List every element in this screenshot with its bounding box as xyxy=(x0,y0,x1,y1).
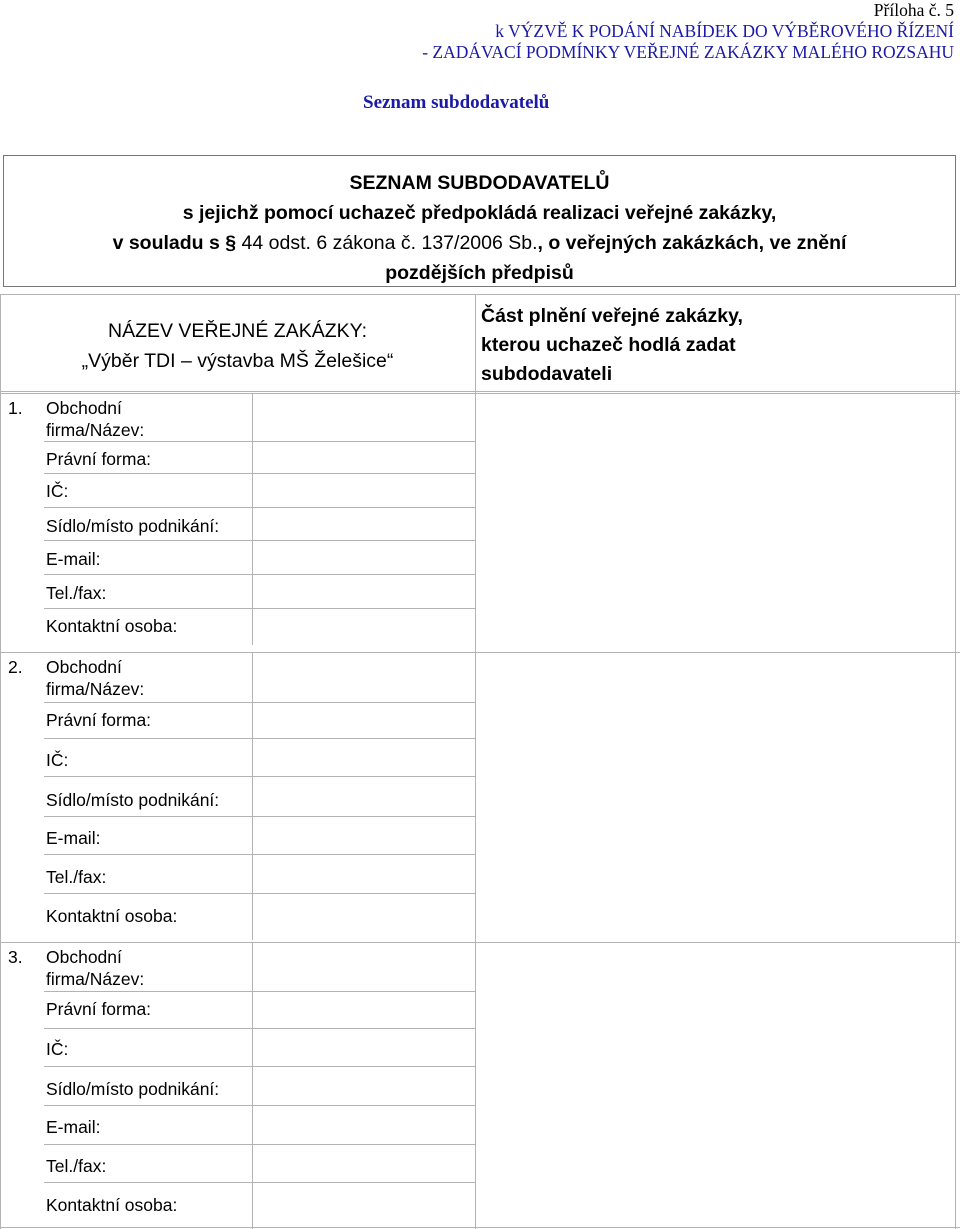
part-of-contract-value[interactable] xyxy=(476,652,954,940)
label-contact: Kontaktní osoba: xyxy=(46,1195,178,1215)
label-ic: IČ: xyxy=(46,750,69,770)
subcontractor-number: 2. xyxy=(8,657,23,677)
title-suffix: , o veřejných zakázkách, ve znění xyxy=(537,232,847,254)
email-value[interactable] xyxy=(253,1106,474,1144)
firm-name-value[interactable] xyxy=(253,393,474,441)
label-email: E-mail: xyxy=(46,1117,101,1137)
part-column-line-2: kterou uchazeč hodlá zadat xyxy=(481,334,736,356)
label-ic: IČ: xyxy=(46,481,69,501)
email-value[interactable] xyxy=(253,817,474,854)
email-value[interactable] xyxy=(253,541,474,574)
title-box-line-4: pozdějších předpisů xyxy=(385,262,574,284)
seat-value[interactable] xyxy=(253,508,474,540)
label-email: E-mail: xyxy=(46,549,101,569)
contract-label: NÁZEV VEŘEJNÉ ZAKÁZKY: xyxy=(108,320,367,342)
firm-name-value[interactable] xyxy=(253,942,474,991)
label-firm-name-cont: firma/Název: xyxy=(46,420,145,440)
ic-value[interactable] xyxy=(253,474,474,507)
table-header-bottom-border xyxy=(0,391,960,392)
contract-name-cell xyxy=(0,316,475,376)
label-legal-form: Právní forma: xyxy=(46,710,152,730)
label-firm-name-cont: firma/Název: xyxy=(46,679,145,699)
label-firm-name: Obchodní xyxy=(46,947,122,967)
part-column-header xyxy=(481,302,743,389)
contact-value[interactable] xyxy=(253,609,474,644)
contract-name: „Výběr TDI – výstavba MŠ Želešice“ xyxy=(81,350,394,372)
header-line-1: k VÝZVĚ K PODÁNÍ NABÍDEK DO VÝBĚROVÉHO ŘÍZENÍ xyxy=(495,21,954,41)
label-seat: Sídlo/místo podnikání: xyxy=(46,516,220,536)
tel-value[interactable] xyxy=(253,575,474,608)
title-box-heading: SEZNAM SUBDODAVATELŮ xyxy=(349,172,610,194)
seat-value[interactable] xyxy=(253,1067,474,1105)
title-prefix: v souladu s xyxy=(112,232,220,254)
subcontractor-number: 1. xyxy=(8,398,23,418)
label-firm-name: Obchodní xyxy=(46,657,122,677)
title-box xyxy=(3,155,956,287)
table-right-border xyxy=(955,294,956,1229)
label-legal-form: Právní forma: xyxy=(46,999,152,1019)
title-box-line-3 xyxy=(4,228,955,258)
table-left-border xyxy=(0,294,1,1229)
label-tel: Tel./fax: xyxy=(46,583,107,603)
tel-value[interactable] xyxy=(253,855,474,893)
table-bottom-border xyxy=(0,1227,960,1228)
part-column-line-1: Část plnění veřejné zakázky, xyxy=(481,305,743,327)
label-legal-form: Právní forma: xyxy=(46,449,152,469)
ic-value[interactable] xyxy=(253,739,474,776)
label-seat: Sídlo/místo podnikání: xyxy=(46,790,220,810)
label-tel: Tel./fax: xyxy=(46,1156,107,1176)
label-seat: Sídlo/místo podnikání: xyxy=(46,1079,220,1099)
label-contact: Kontaktní osoba: xyxy=(46,906,178,926)
legal-form-value[interactable] xyxy=(253,442,474,473)
label-ic: IČ: xyxy=(46,1039,69,1059)
section-sign: § xyxy=(225,232,237,254)
contact-value[interactable] xyxy=(253,894,474,933)
label-email: E-mail: xyxy=(46,828,101,848)
table-top-border xyxy=(0,294,960,295)
firm-name-value[interactable] xyxy=(253,652,474,702)
subcontractor-number: 3. xyxy=(8,947,23,967)
part-of-contract-value[interactable] xyxy=(476,942,954,1229)
title-box-line-2: s jejichž pomocí uchazeč předpokládá realizaci veřejné zakázky, xyxy=(182,202,777,224)
label-firm-name: Obchodní xyxy=(46,398,122,418)
ic-value[interactable] xyxy=(253,1029,474,1066)
part-column-line-3: subdodavateli xyxy=(481,363,613,385)
legal-form-value[interactable] xyxy=(253,703,474,738)
document-header xyxy=(422,0,954,63)
label-contact: Kontaktní osoba: xyxy=(46,616,178,636)
header-line-2: - ZADÁVACÍ PODMÍNKY VEŘEJNÉ ZAKÁZKY MALÉHO ROZSAHU xyxy=(422,42,954,62)
attachment-number: Příloha č. 5 xyxy=(873,0,954,20)
part-of-contract-value[interactable] xyxy=(476,393,954,645)
law-reference: 44 odst. 6 zákona č. 137/2006 Sb. xyxy=(241,232,538,254)
label-firm-name-cont: firma/Název: xyxy=(46,969,145,989)
seat-value[interactable] xyxy=(253,777,474,816)
contact-value[interactable] xyxy=(253,1183,474,1222)
label-tel: Tel./fax: xyxy=(46,867,107,887)
legal-form-value[interactable] xyxy=(253,992,474,1028)
document-title: Seznam subdodavatelů xyxy=(363,92,550,113)
tel-value[interactable] xyxy=(253,1145,474,1182)
